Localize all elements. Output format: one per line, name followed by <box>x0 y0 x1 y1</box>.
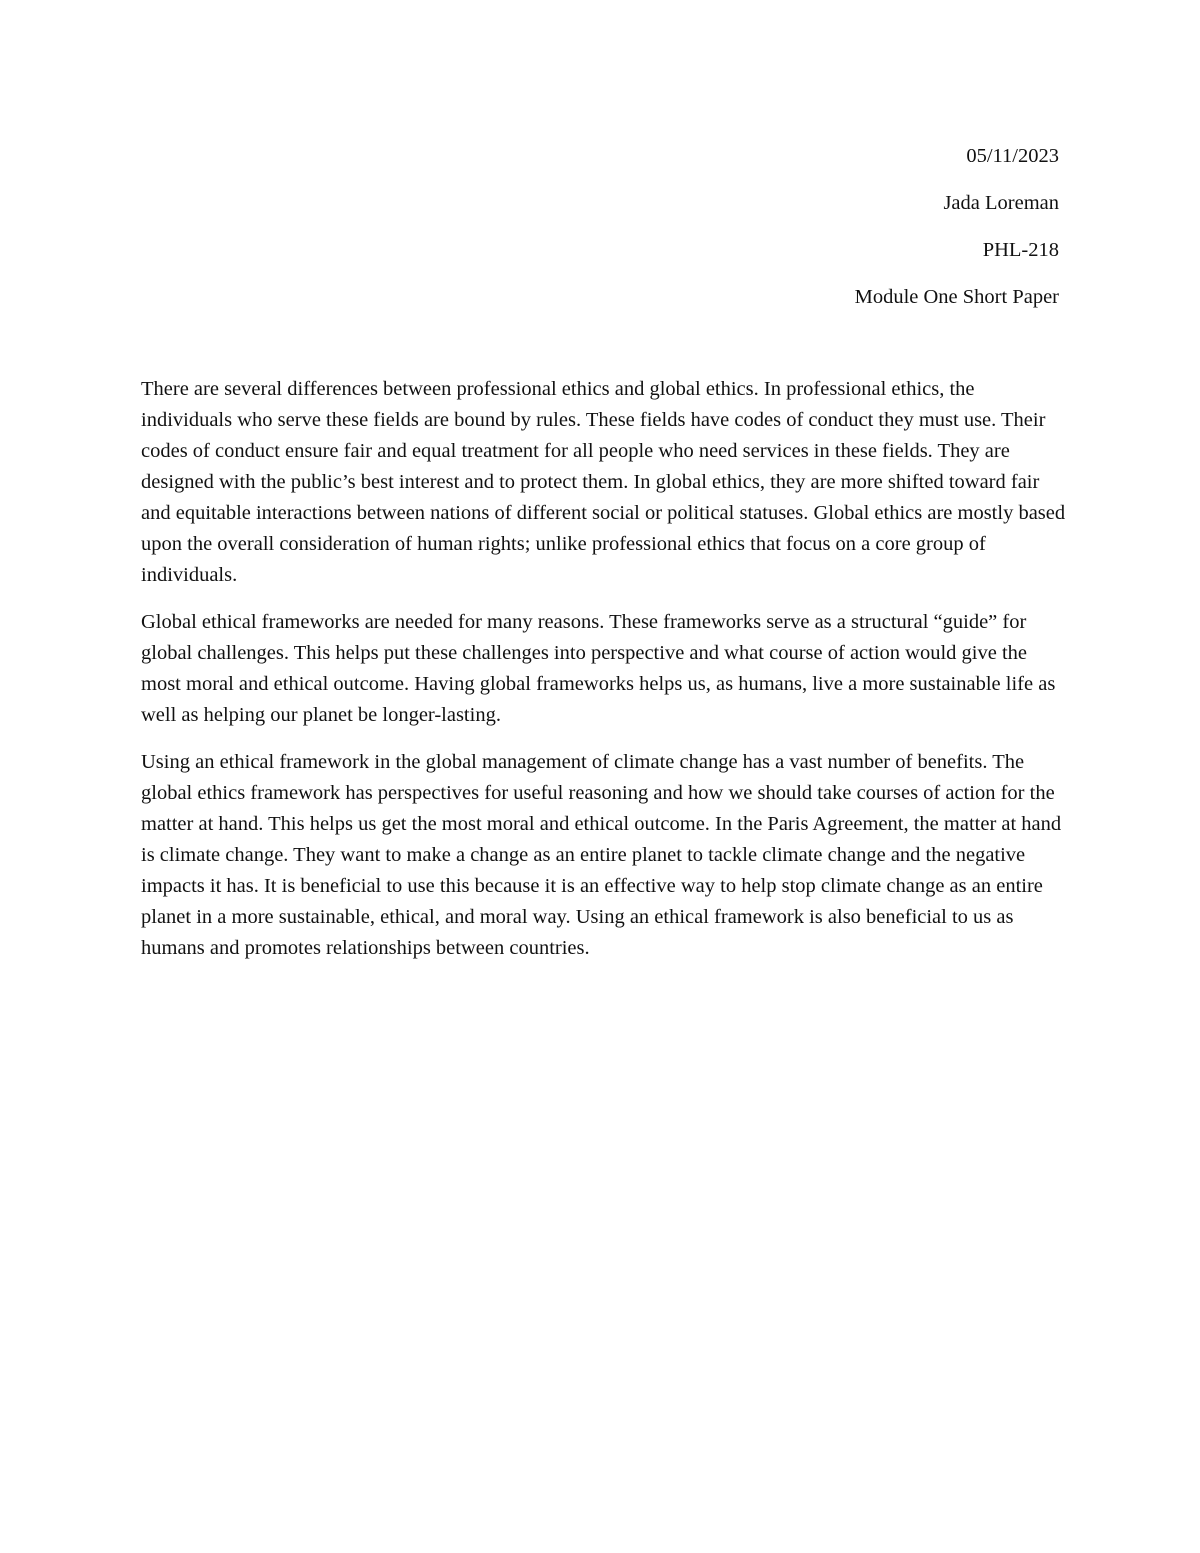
course-code: PHL-218 <box>982 239 1059 261</box>
body-paragraph-3: Using an ethical framework in the global management of climate change has a vast number of benefits. The global ethics framework has perspectives for useful reasoning and how we should take courses of action for the matter at hand. This helps us get the most moral and ethical outcome. In the Paris Agreement, the matter at hand is climate change. They want to make a change as an entire planet to tackle climate change and the negative impacts it has. It is beneficial to use this because it is an effective way to help stop climate change as an entire planet in a more sustainable, ethical, and moral way. Using an ethical framework is also beneficial to us as humans and promotes relationships between countries. <box>141 751 1062 959</box>
paper-date: 05/11/2023 <box>966 145 1059 167</box>
body-paragraph-2: Global ethical frameworks are needed for many reasons. These frameworks serve as a structural “guide” for global challenges. This helps put these challenges into perspective and what course of action would give the most moral and ethical outcome. Having global frameworks helps us, as humans, live a more sustainable life as well as helping our planet be longer-lasting. <box>141 611 1056 726</box>
paper-title: Module One Short Paper <box>854 286 1059 308</box>
paper-header <box>559 140 1059 328</box>
author-name: Jada Loreman <box>943 192 1059 214</box>
body-paragraph-1: There are several differences between professional ethics and global ethics. In professional ethics, the individuals who serve these fields are bound by rules. These fields have codes of conduct they must use. Their codes of conduct ensure fair and equal treatment for all people who need services in these fields. They are designed with the public’s best interest and to protect them. In global ethics, they are more shifted toward fair and equitable interactions between nations of different social or political statuses. Global ethics are mostly based upon the overall consideration of human rights; unlike professional ethics that focus on a core group of individuals. <box>141 378 1066 586</box>
paper-body <box>141 374 1066 980</box>
